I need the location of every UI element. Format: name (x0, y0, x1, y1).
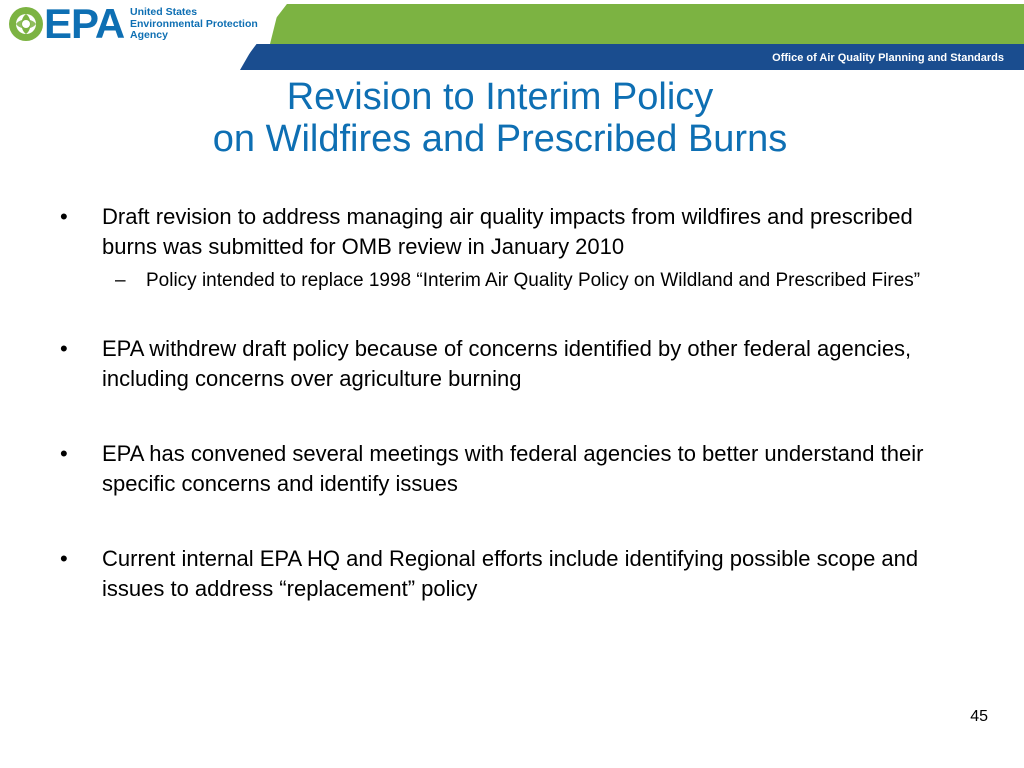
bullet-item (60, 544, 965, 604)
bullet-item (60, 334, 965, 394)
sub-bullet-item (60, 268, 965, 294)
page-number: 45 (970, 708, 988, 725)
bullet-text: EPA withdrew draft policy because of concerns identified by other federal agencies, including concerns over agriculture burning (102, 336, 912, 391)
bullet-item (60, 202, 965, 262)
bullet-symbol: • (60, 336, 68, 361)
bullet-text: EPA has convened several meetings with federal agencies to better understand their specific concerns and identify issues (102, 441, 924, 496)
bullet-symbol: • (60, 204, 68, 229)
agency-line-2: Environmental Protection (130, 17, 258, 30)
slide-title-line-2: on Wildfires and Prescribed Burns (212, 118, 788, 160)
bullet-symbol: • (60, 546, 68, 571)
bullet-symbol: • (60, 441, 68, 466)
dash-symbol: – (115, 270, 126, 291)
sub-bullet-text: Policy intended to replace 1998 “Interim Air Quality Policy on Wildland and Prescribed Fires” (146, 270, 921, 291)
agency-line-3: Agency (130, 29, 168, 41)
office-name: Office of Air Quality Planning and Standards (772, 52, 1004, 64)
bullet-item (60, 439, 965, 499)
slide-title (0, 76, 1000, 160)
slide-body (60, 202, 965, 604)
epa-flower-icon (8, 6, 44, 42)
bullet-text: Current internal EPA HQ and Regional efforts include identifying possible scope and issues to address “replacement” policy (102, 546, 919, 601)
slide-title-line-1: Revision to Interim Policy (286, 76, 714, 118)
bullet-text: Draft revision to address managing air quality impacts from wildfires and prescribed burns was submitted for OMB review in January 2010 (102, 204, 913, 259)
agency-line-1: United States (130, 6, 198, 18)
slide-header (0, 0, 1024, 72)
epa-logo-text: EPA (44, 0, 125, 47)
agency-name (130, 7, 258, 42)
